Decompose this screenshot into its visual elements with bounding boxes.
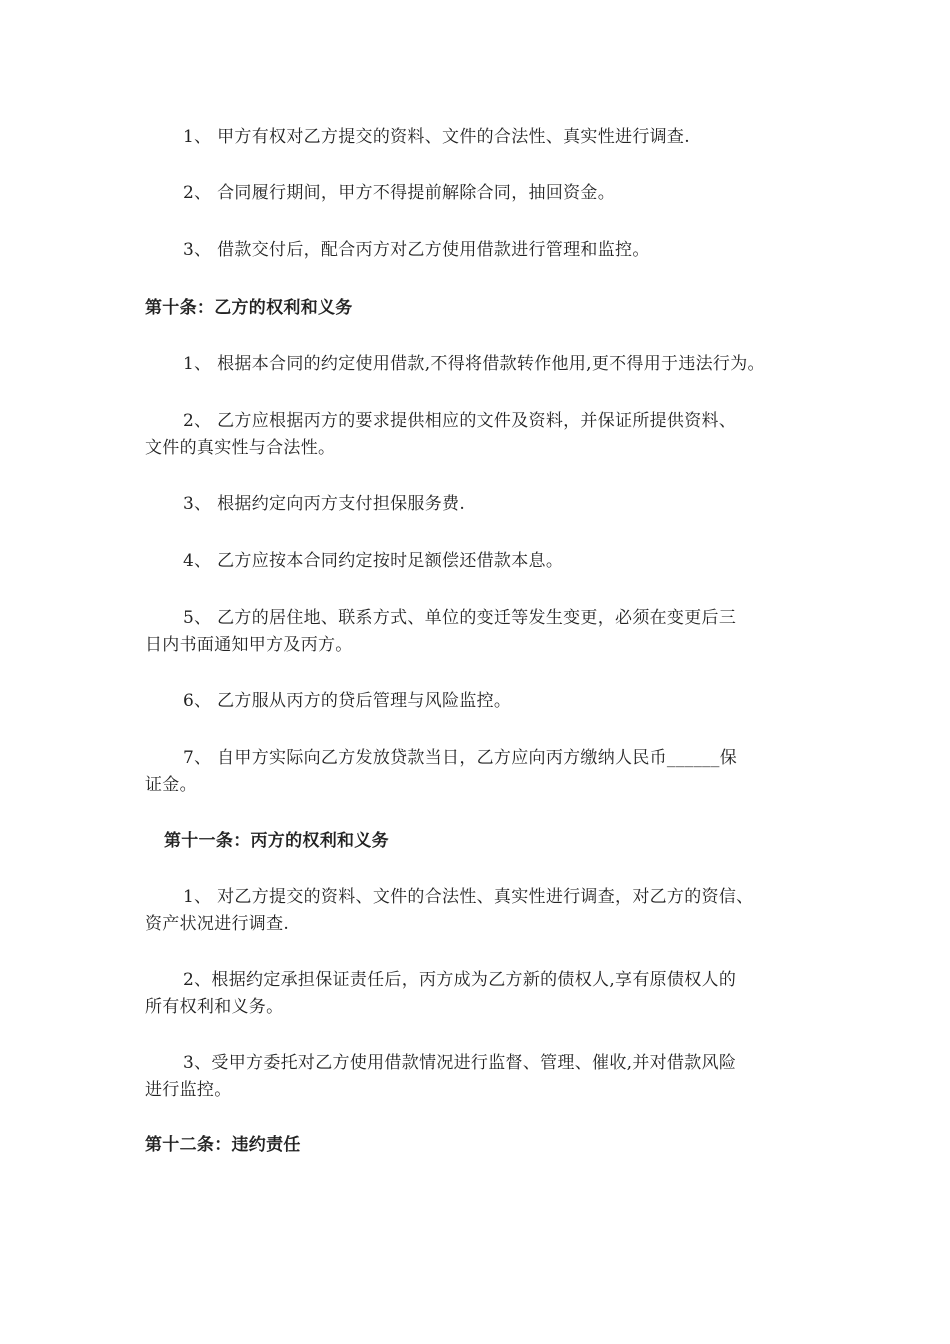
section10-item-5: [145, 605, 810, 659]
section10-item-6: [145, 688, 810, 715]
section10-item-5-line-1: 5、 乙方的居住地、联系方式、单位的变迁等发生变更，必须在变更后三: [183, 608, 737, 628]
section10-item-4-line-1: 4、 乙方应按本合同约定按时足额偿还借款本息。: [183, 551, 564, 571]
section10-item-1: [145, 351, 810, 378]
section10-item-3: [145, 491, 810, 518]
section11-item-2-line-2: 所有权利和义务。: [145, 997, 284, 1017]
section9-item-3: [145, 237, 810, 264]
section11-item-3-line-1: 3、受甲方委托对乙方使用借款情况进行监督、管理、催收,并对借款风险: [183, 1053, 737, 1073]
section11-item-3-line-2: 进行监控。: [145, 1080, 232, 1100]
section12-title: 第十二条：违约责任: [145, 1135, 301, 1155]
section11-item-2-line-1: 2、根据约定承担保证责任后，丙方成为乙方新的债权人,享有原债权人的: [183, 970, 737, 990]
section11-item-3: [145, 1050, 810, 1104]
section11-item-2: [145, 967, 810, 1021]
section10-item-1-line-1: 1、 根据本合同的约定使用借款,不得将借款转作他用,更不得用于违法行为。: [183, 354, 765, 374]
section10-item-7: [145, 745, 810, 799]
section11-item-1: [145, 884, 810, 938]
section9-item-2-text: 2、 合同履行期间，甲方不得提前解除合同，抽回资金。: [183, 183, 616, 203]
section9-item-2: [145, 180, 810, 207]
section10-item-7-line-1: 7、 自甲方实际向乙方发放贷款当日，乙方应向丙方缴纳人民币______保: [183, 748, 738, 768]
section10-item-2-line-1: 2、 乙方应根据丙方的要求提供相应的文件及资料，并保证所提供资料、: [183, 411, 737, 431]
section10-heading: [145, 295, 810, 322]
section10-title: 第十条：乙方的权利和义务: [145, 298, 353, 318]
section10-item-6-line-1: 6、 乙方服从丙方的贷后管理与风险监控。: [183, 691, 512, 711]
section9-item-1-text: 1、 甲方有权对乙方提交的资料、文件的合法性、真实性进行调查.: [183, 127, 690, 147]
section10-item-2-line-2: 文件的真实性与合法性。: [145, 438, 336, 458]
section10-item-7-line-2: 证金。: [145, 775, 197, 795]
section10-item-5-line-2: 日内书面通知甲方及丙方。: [145, 635, 353, 655]
section10-item-2: [145, 408, 810, 462]
section11-item-1-line-2: 资产状况进行调查.: [145, 914, 290, 934]
section11-item-1-line-1: 1、 对乙方提交的资料、文件的合法性、真实性进行调查，对乙方的资信、: [183, 887, 754, 907]
section10-item-3-line-1: 3、 根据约定向丙方支付担保服务费.: [183, 494, 466, 514]
section10-item-4: [145, 548, 810, 575]
section9-item-1: [145, 124, 810, 151]
section12-heading: [145, 1132, 810, 1159]
section11-title: 第十一条：丙方的权利和义务: [164, 831, 389, 851]
section11-heading: [164, 828, 829, 855]
section9-item-3-text: 3、 借款交付后，配合丙方对乙方使用借款进行管理和监控。: [183, 240, 650, 260]
